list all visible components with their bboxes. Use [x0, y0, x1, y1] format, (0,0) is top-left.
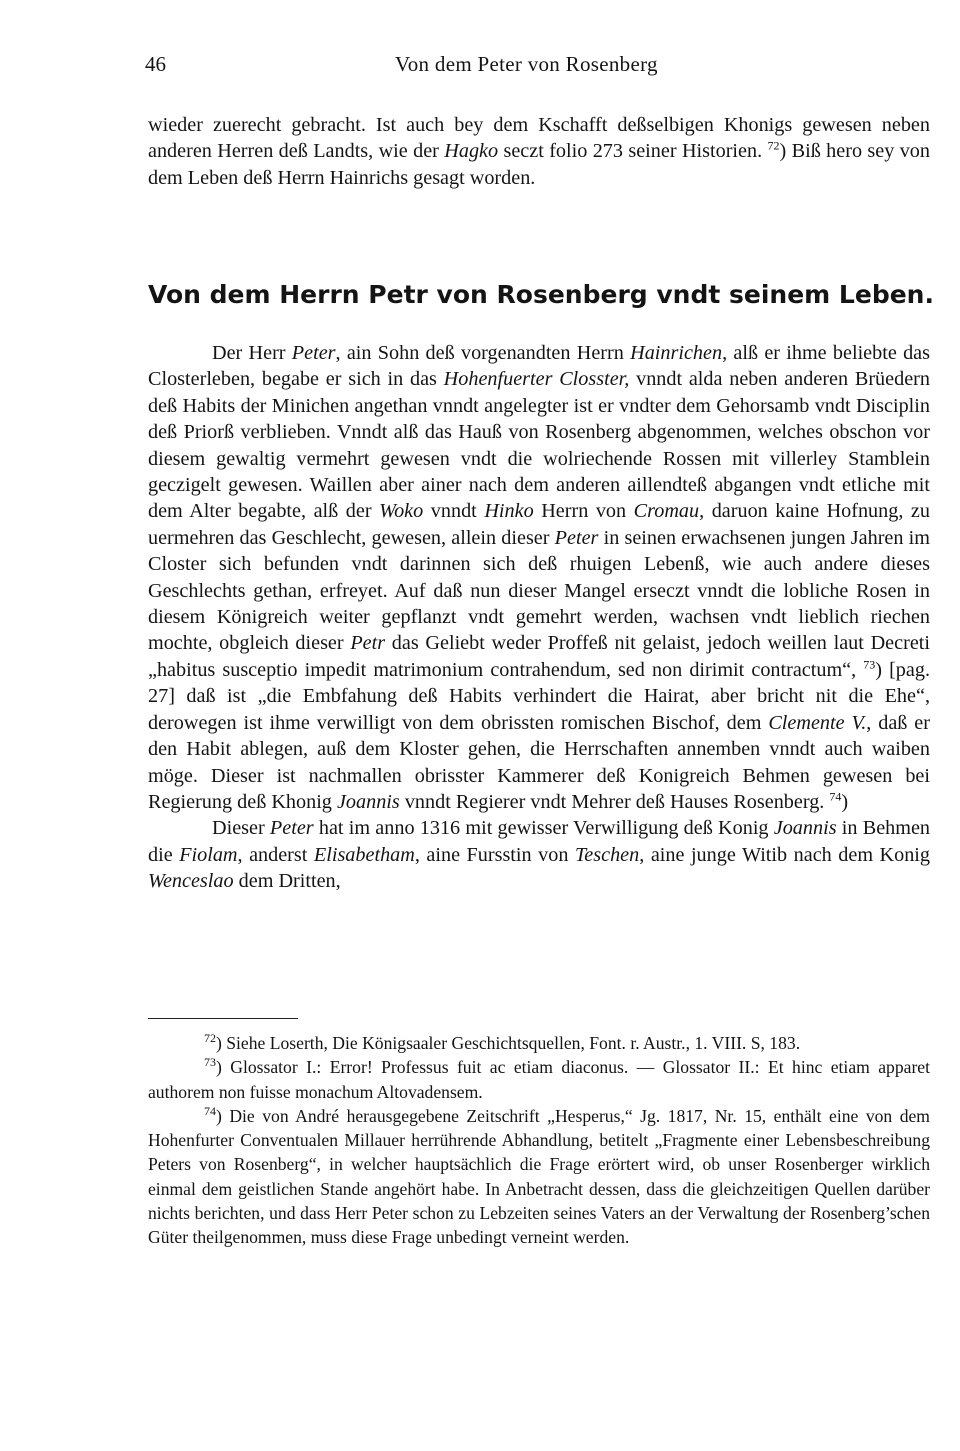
italic-name: Hagko — [444, 140, 499, 163]
footnote-rule — [148, 1018, 298, 1019]
italic-name: Hainrichen — [630, 342, 723, 364]
italic-name: Joannis — [773, 817, 837, 840]
text-run: in seinen erwachsenen jungen Jahren im Closter sich befunden vndt darinnen sich deß rhuigen Lebenß, wie auch andere dieses Geschlechts gethan, erfreyet. Auf daß nun dieser Mangel erseczt vnndt die lobliche Rosen in diesem Königreich weiter gepflanzt vndt gemehrt werden, wachsen vndt lieblich riechen mochte, obgleich dieser — [148, 526, 930, 655]
footnote-text: ) Glossator I.: Error! Professus fuit ac etiam diaconus. — Glossator II.: Et hinc etiam apparet authorem non fuisse monachum Altovadensem. — [148, 1057, 930, 1102]
text-run: seczt folio 273 seiner Historien. — [498, 140, 768, 163]
italic-name: Peter — [554, 526, 599, 549]
text-run: , anderst — [237, 843, 314, 866]
running-title: Von dem Peter von Rosenberg — [395, 52, 658, 76]
italic-name: Fiolam — [179, 843, 238, 866]
italic-name: Woko — [379, 500, 424, 523]
text-run: , aine Fursstin von — [414, 843, 575, 866]
italic-name: Petr — [350, 632, 386, 655]
text-run: wieder zuerecht gebracht. Ist auch bey dem Kschafft deßselbigen Khonigs gewesen neben anderen Herren deß Landts, wie der — [148, 114, 930, 163]
text-run: hat im anno 1316 mit gewisser Verwilligung deß Konig — [313, 817, 774, 840]
text-run: , alß er ihme beliebte das Closterleben, begabe er sich in das — [148, 342, 930, 391]
text-run: , daruon kaine Hofnung, zu uermehren das Geschlecht, gewesen, allein dieser — [148, 500, 930, 549]
italic-name: Hohenfuerter Closster, — [443, 368, 630, 391]
italic-name: Teschen — [574, 843, 640, 866]
text-run: in Behmen die — [148, 817, 930, 866]
text-run: vnndt alda neben anderen Brüedern deß Habits der Minichen angethan vnndt angelegter ist er vndter dem Gehorsamb vndt Disciplin deß Priorß verblieben. Vnndt alß das Hauß von Rosenberg abgenommen, welches obschon vor diesem gewaltig vermehrt gewesen vndt die wolriechende Rossen mit villerley Stamblein geczigelt gewesen. Waillen aber ainer nach dem anderen aillendteß abgangen vndt etliche mit dem Alter begabte, alß der — [148, 368, 930, 523]
footnote-text: ) Die von André herausgegebene Zeitschrift „Hesperus,“ Jg. 1817, Nr. 15, enthält eine von dem Hohenfurter Conventualen Millauer herrührende Abhandlung, betitelt „Fragmente einer Lebensbeschreibung Peters von Rosenberg“, in welcher hauptsächlich die Frage erörtert wird, ob unser Rosenberger wirklich einmal dem geistlichen Stande angehört habe. In Anbetracht dessen, dass die gleichzeitigen Quellen darüber nichts berichten, und dass Herr Peter schon zu Lebzeiten seines Vaters an der Verwaltung der Rosenberg’schen Güter theilgenommen, muss diese Frage unbedingt verneint werden. — [148, 1105, 930, 1248]
text-run: das Geliebt weder Proffeß nit gelaist, jedoch weillen laut Decreti „habitus susceptio impedit matrimonium contrahendum, sed non dirimit contractum“, — [148, 632, 930, 681]
italic-name: Elisabetham — [313, 843, 415, 866]
text-run: vnndt Regierer vndt Mehrer deß Hauses Rosenberg. — [399, 790, 830, 813]
italic-name: Wenceslao — [148, 870, 234, 893]
footnote-ref: 74 — [829, 789, 842, 804]
footnote-number: 74 — [204, 1104, 216, 1119]
intro-paragraph — [148, 112, 930, 191]
text-run: Herrn von — [533, 500, 634, 523]
footnote-number: 73 — [204, 1055, 216, 1070]
text-run: ) — [841, 790, 849, 813]
text-run: , daß er den Habit ablegen, auß dem Kloster gehen, die Herrschaften annemben vnndt auch waiben möge. Dieser ist nachmallen obrisster Kammerer deß Konigreich Behmen gewesen bei Regierung deß Khonig — [148, 711, 930, 813]
footnote-number: 72 — [204, 1031, 216, 1046]
footnote-text: ) Siehe Loserth, Die Königsaaler Geschichtsquellen, Font. r. Austr., 1. VIII. S, 183. — [216, 1033, 801, 1053]
footnote-72 — [148, 1031, 930, 1055]
italic-name: Clemente V. — [768, 711, 867, 734]
italic-name: Cromau — [633, 500, 700, 523]
text-run: Der Herr — [212, 342, 292, 364]
section-heading: Von dem Herrn Petr von Rosenberg vndt seinem Leben. — [148, 280, 934, 309]
paragraph-2 — [148, 815, 930, 894]
section-body — [148, 340, 930, 895]
text-run: vnndt — [423, 500, 485, 523]
text-run: Dieser — [212, 817, 270, 840]
text-run: dem Dritten, — [233, 870, 341, 893]
text-run: ) [pag. 27] daß ist „die Embfahung deß Habits verhindert die Hairat, aber bricht nit die Ehe“, derowegen ist ihme verwilligt von dem obrissten romischen Bischof, dem — [148, 658, 930, 734]
running-head — [0, 52, 960, 82]
footnote-74 — [148, 1104, 930, 1250]
italic-name: Peter — [269, 817, 314, 840]
italic-name: Hinko — [484, 500, 534, 523]
italic-name: Joannis — [336, 790, 400, 813]
footnotes — [148, 1031, 930, 1250]
paragraph-1 — [148, 340, 930, 815]
footnote-ref: 73 — [863, 657, 876, 672]
text-run: , ain Sohn deß vorgenandten Herrn — [335, 342, 631, 364]
italic-name: Peter — [291, 342, 336, 364]
text-run: ) Biß hero sey von dem Leben deß Herrn Hainrichs gesagt worden. — [148, 140, 930, 189]
footnote-73 — [148, 1055, 930, 1104]
text-run: , aine junge Witib nach dem Konig — [639, 843, 931, 866]
intro-text — [148, 112, 930, 191]
footnote-ref: 72 — [767, 138, 780, 153]
page-number: 46 — [145, 52, 166, 76]
